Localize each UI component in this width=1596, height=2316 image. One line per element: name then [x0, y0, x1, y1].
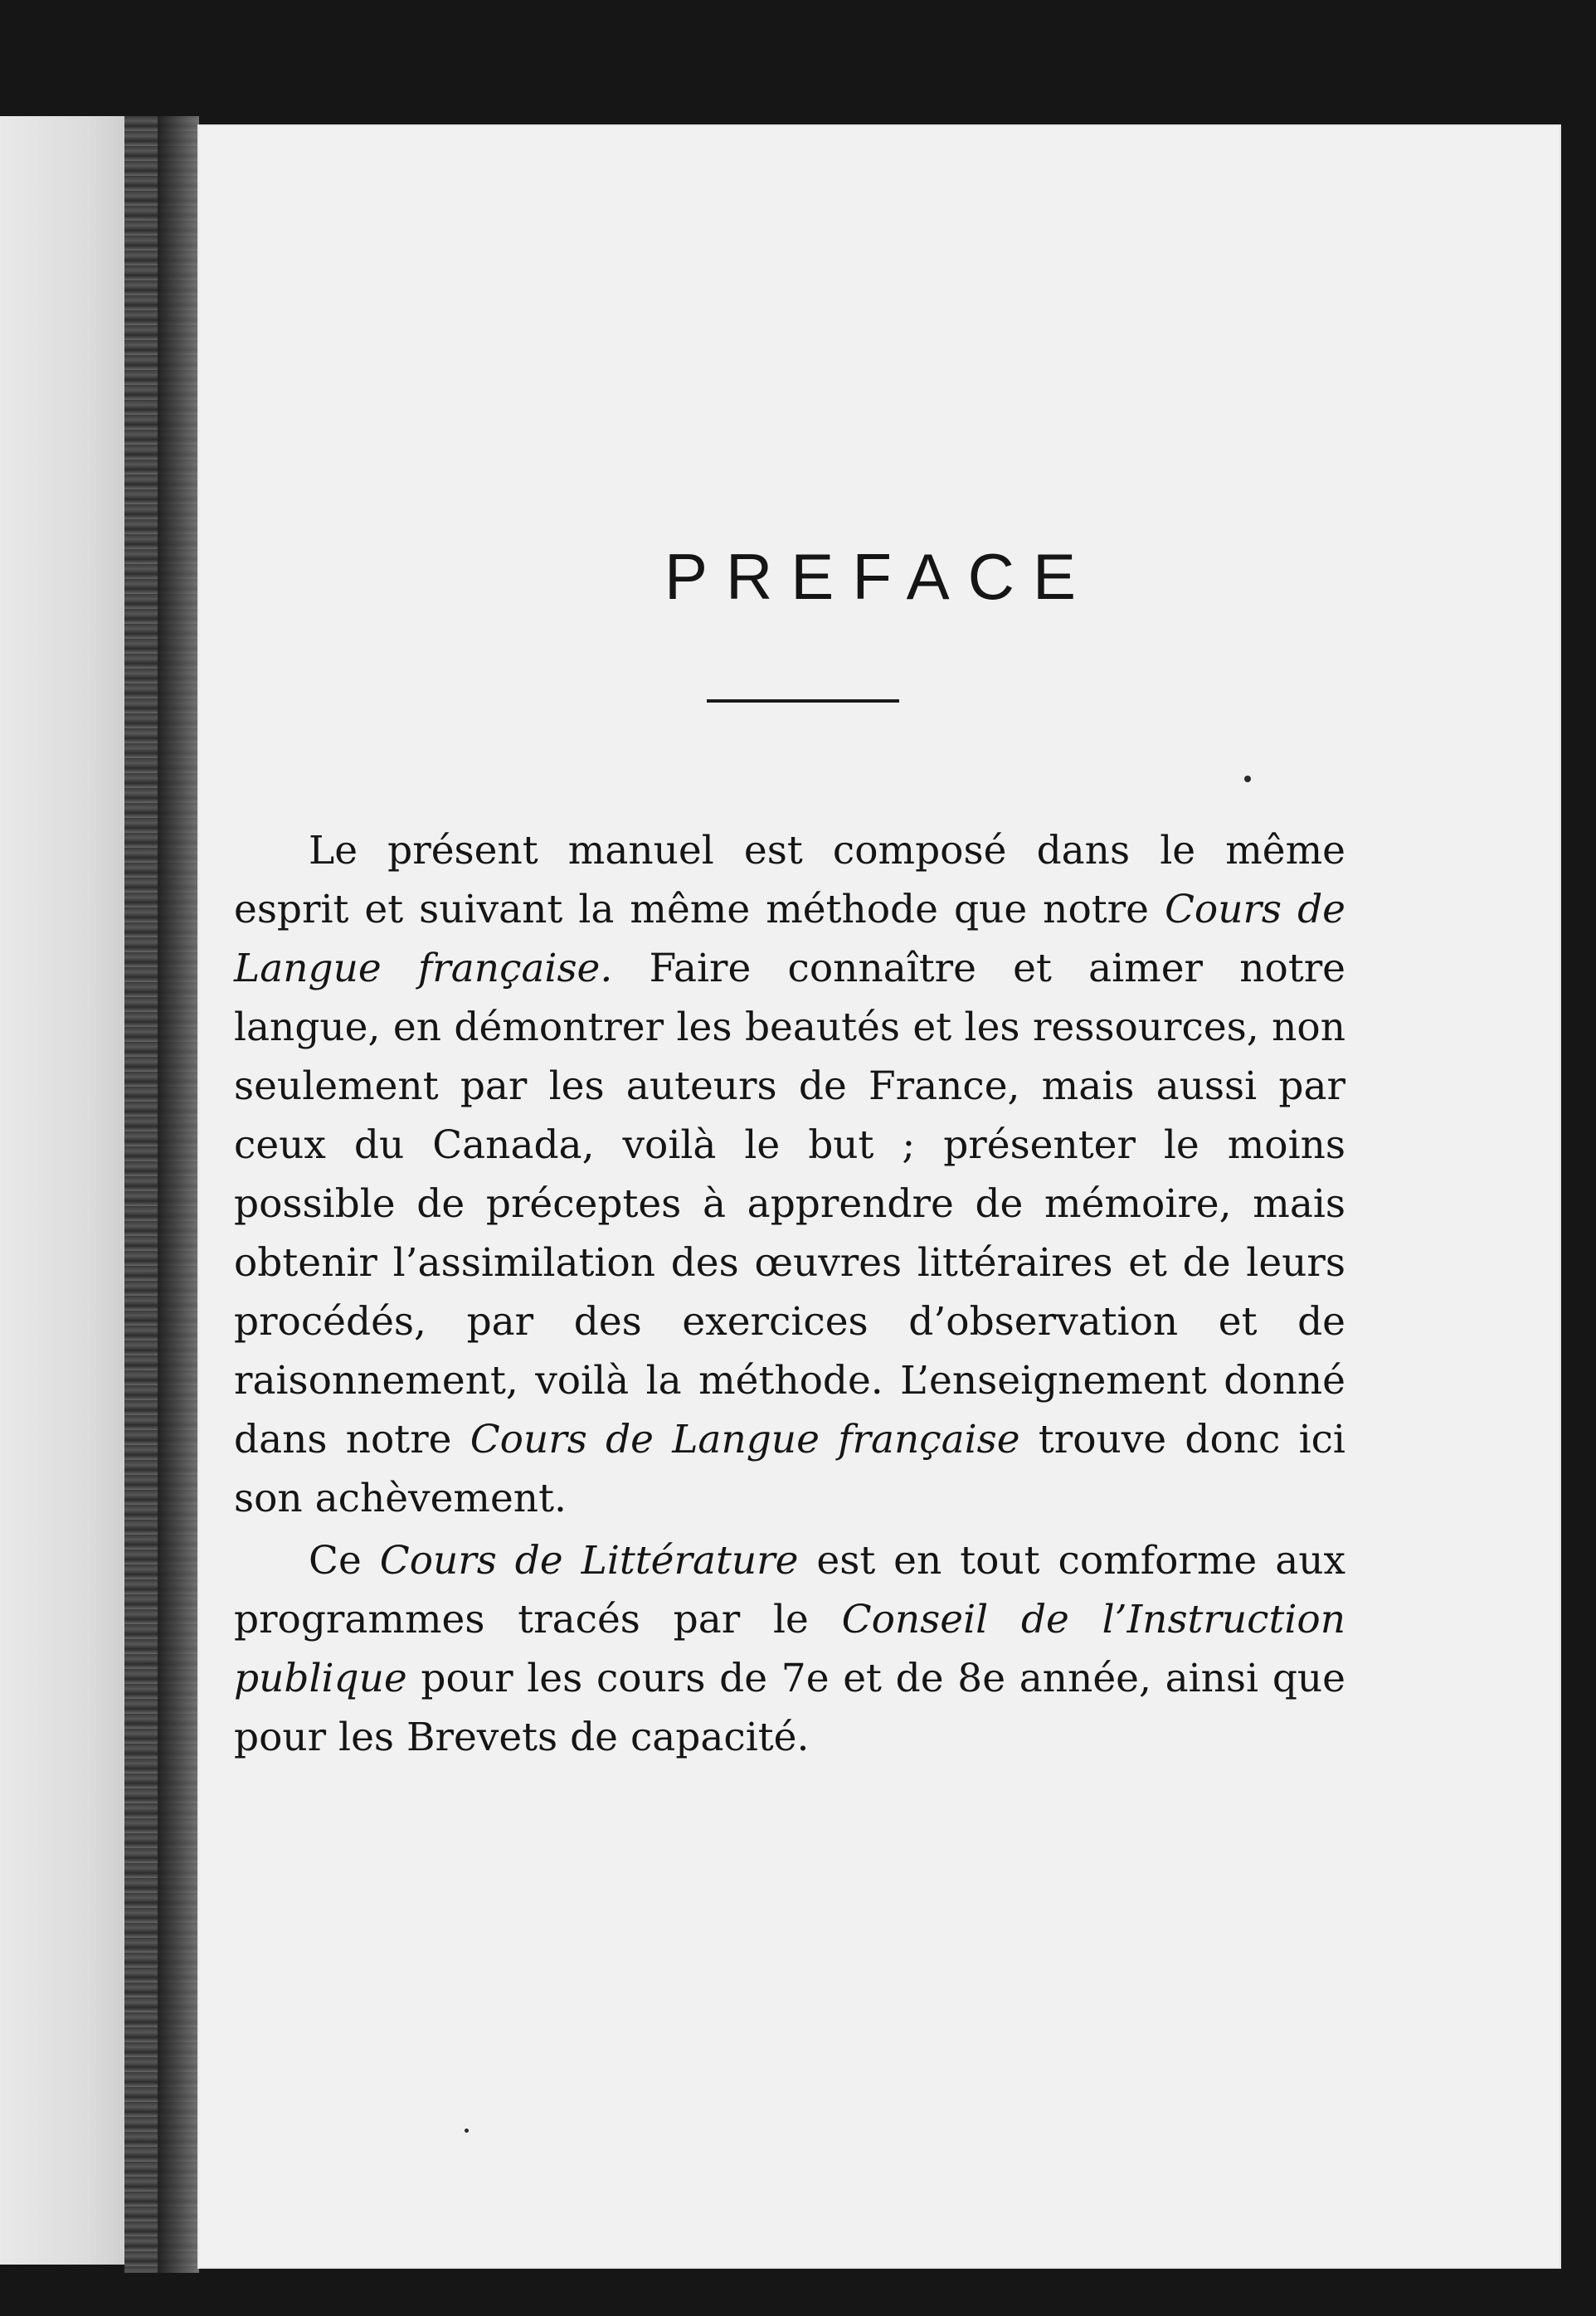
title-rule [707, 699, 899, 703]
preface-body [234, 821, 1345, 1767]
paragraph-text: pour les cours de 7e et de 8e année, ainsi que pour les Brevets de capacité. [234, 1656, 1345, 1760]
scan-speck [1244, 776, 1251, 782]
paragraph [234, 1531, 1345, 1767]
paragraph-text: Ce [309, 1538, 380, 1584]
italic-title-text: Cours de Langue française. [234, 887, 1345, 991]
facing-page-edge [0, 116, 124, 2265]
paragraph-text: Le présent manuel est composé dans le même esprit et suivant la même méthode que notre [234, 828, 1345, 932]
paragraph-text: Faire connaître et aimer notre langue, en démontrer les beautés et les ressources, non seulement par les auteurs de France, mais aussi par ceux du Canada, voilà le but ; présenter le moins possible de préceptes à apprendre de mémoire, mais obtenir l’assimilation des œuvres littéraires et de leurs procédés, par des exercices d’observation et de raisonnement, voilà la méthode. L’enseignement donné dans notre [234, 946, 1345, 1462]
scan-speck [465, 2129, 469, 2133]
paragraph-text: trouve donc ici son achèvement. [234, 1417, 1345, 1521]
paragraph-text: est en tout comforme aux programmes tracés par le [234, 1538, 1345, 1642]
italic-title-text: Cours de Langue française [470, 1417, 1020, 1462]
page-title: PREFACE [664, 540, 1095, 614]
italic-title-text: Conseil de l’Instruction publique [234, 1597, 1345, 1701]
italic-title-text: Cours de Littérature [379, 1538, 799, 1584]
gutter-shadow [158, 116, 199, 2273]
paragraph [234, 821, 1345, 1528]
